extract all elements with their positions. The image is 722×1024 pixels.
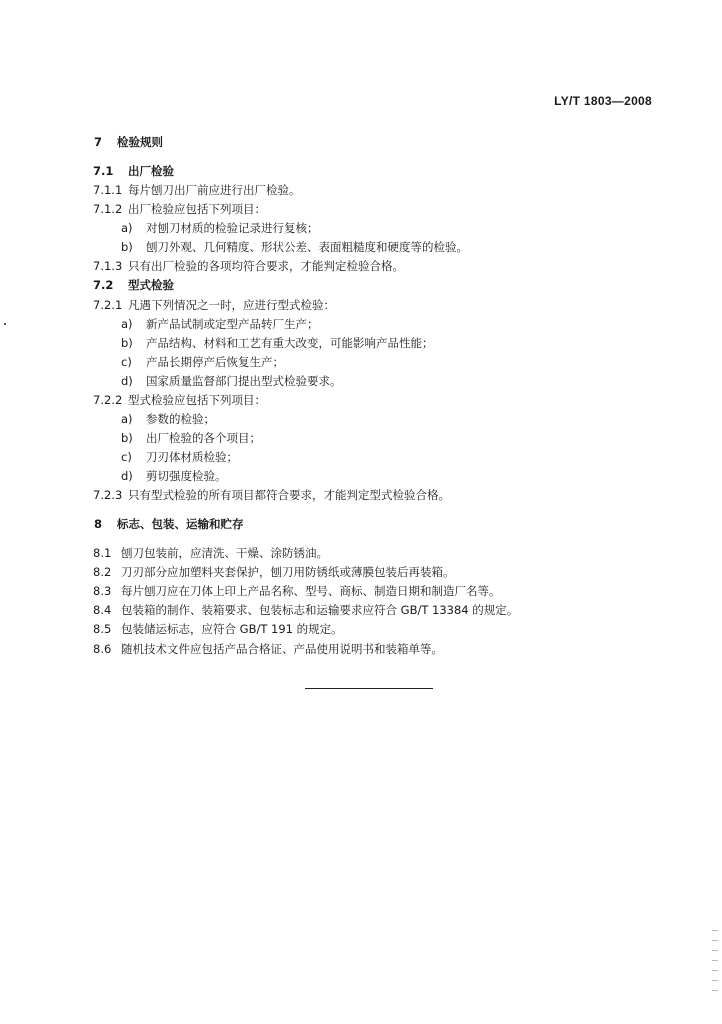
clause-line <box>93 564 455 580</box>
clause-number: 7.1.3 <box>93 259 123 273</box>
clause-text: 只有出厂检验的各项均符合要求，才能判定检验合格。 <box>128 259 404 273</box>
clause-number: 7.1.2 <box>93 202 123 216</box>
clause-line <box>121 220 319 236</box>
clause-line <box>121 373 342 389</box>
clause-text: 出厂检验 <box>128 164 174 178</box>
clause-number: c) <box>121 450 132 464</box>
scan-artifact-mark <box>4 323 6 325</box>
clause-text: 出厂检验应包括下列项目： <box>128 202 266 216</box>
clause-line <box>121 449 238 465</box>
clause-line <box>93 602 518 618</box>
clause-number: 7.2.2 <box>93 393 123 407</box>
document-code: LY/T 1803—2008 <box>554 94 652 108</box>
clause-text: 检验规则 <box>117 135 163 149</box>
clause-number: b) <box>121 240 133 254</box>
clause-text: 刨刀外观、几何精度、形状公差、表面粗糙度和硬度等的检验。 <box>146 240 468 254</box>
clause-number: b) <box>121 336 133 350</box>
clause-number: c) <box>121 355 132 369</box>
clause-number: 8.5 <box>93 622 112 636</box>
clause-line <box>121 316 319 332</box>
clause-text: 出厂检验的各个项目； <box>146 431 261 445</box>
end-rule <box>305 688 433 689</box>
clause-number: 7.2.1 <box>93 298 123 312</box>
clause-number: b) <box>121 431 133 445</box>
clause-line <box>93 392 266 408</box>
clause-text: 对刨刀材质的检验记录进行复核； <box>146 221 319 235</box>
clause-number: 8 <box>94 517 103 531</box>
clause-number: 8.1 <box>93 546 112 560</box>
clause-text: 标志、包装、运输和贮存 <box>117 517 244 531</box>
clause-text: 包装箱的制作、装箱要求、包装标志和运输要求应符合 GB/T 13384 的规定。 <box>121 603 519 617</box>
clause-number: a) <box>121 221 133 235</box>
clause-text: 新产品试制或定型产品转厂生产； <box>146 317 319 331</box>
clause-text: 每片刨刀出厂前应进行出厂检验。 <box>128 183 301 197</box>
clause-text: 刀刃部分应加塑料夹套保护，刨刀用防锈纸或薄膜包装后再装箱。 <box>121 565 455 579</box>
clause-number: d) <box>121 374 133 388</box>
clause-text: 参数的检验； <box>146 412 215 426</box>
clause-number: 7 <box>94 135 103 149</box>
clause-number: 8.3 <box>93 584 112 598</box>
clause-number: d) <box>121 469 133 483</box>
clause-line <box>121 411 215 427</box>
clause-number: 8.4 <box>93 603 112 617</box>
clause-number: 7.2 <box>93 278 114 292</box>
clause-number: 7.1 <box>93 164 114 178</box>
clause-line <box>93 201 266 217</box>
clause-number: a) <box>121 317 133 331</box>
clause-line <box>121 468 227 484</box>
clause-line <box>121 335 434 351</box>
clause-line <box>121 354 284 370</box>
clause-text: 剪切强度检验。 <box>146 469 227 483</box>
clause-line <box>93 487 450 503</box>
clause-line <box>121 430 261 446</box>
clause-text: 只有型式检验的所有项目都符合要求，才能判定型式检验合格。 <box>128 488 450 502</box>
clause-text: 国家质量监督部门提出型式检验要求。 <box>146 374 342 388</box>
clause-number: 7.2.3 <box>93 488 123 502</box>
clause-line <box>93 545 328 561</box>
clause-line <box>93 258 404 274</box>
clause-text: 产品结构、材料和工艺有重大改变，可能影响产品性能； <box>146 336 434 350</box>
clause-text: 产品长期停产后恢复生产； <box>146 355 284 369</box>
clause-number: 8.2 <box>93 565 112 579</box>
section-heading <box>94 134 163 150</box>
clause-text: 随机技术文件应包括产品合格证、产品使用说明书和装箱单等。 <box>121 642 443 656</box>
clause-line <box>121 239 468 255</box>
clause-line <box>93 182 301 198</box>
clause-number: a) <box>121 412 133 426</box>
clause-text: 型式检验 <box>128 278 174 292</box>
clause-line <box>93 297 335 313</box>
clause-text: 凡遇下列情况之一时，应进行型式检验： <box>128 298 335 312</box>
clause-line <box>93 583 501 599</box>
clause-line <box>93 621 343 637</box>
clause-text: 型式检验应包括下列项目： <box>128 393 266 407</box>
section-heading <box>93 163 174 179</box>
section-heading <box>93 277 174 293</box>
clause-text: 包装储运标志，应符合 GB/T 191 的规定。 <box>121 622 343 636</box>
clause-number: 8.6 <box>93 642 112 656</box>
clause-text: 每片刨刀应在刀体上印上产品名称、型号、商标、制造日期和制造厂名等。 <box>121 584 501 598</box>
scan-artifact-dots <box>712 930 718 1000</box>
clause-text: 刨刀包装前，应清洗、干燥、涂防锈油。 <box>121 546 328 560</box>
clause-text: 刀刃体材质检验； <box>146 450 238 464</box>
clause-line <box>93 641 443 657</box>
clause-number: 7.1.1 <box>93 183 123 197</box>
section-heading <box>94 516 244 532</box>
